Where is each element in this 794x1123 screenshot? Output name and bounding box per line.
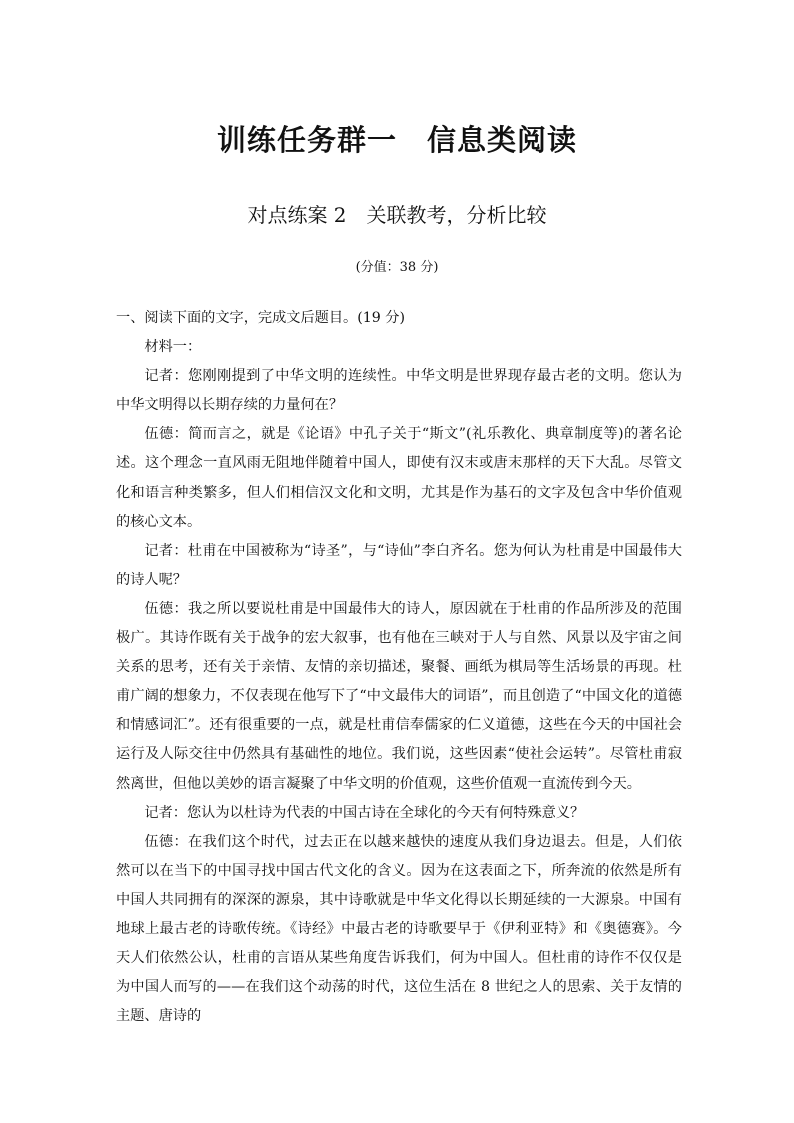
paragraph: 记者：您认为以杜诗为代表的中国古诗在全球化的今天有何特殊意义？ — [144, 804, 585, 821]
paragraph: 记者：您刚刚提到了中华文明的连续性。中华文明是世界现存最古老的文明。您认为中华文明得以长期存续的力量何在？ — [116, 368, 682, 414]
document-title: 训练任务群一 信息类阅读 — [216, 123, 577, 157]
paragraph: 伍德：简而言之，就是《论语》中孔子关于“斯文”(礼乐教化、典章制度等)的著名论述。这个理念一直风雨无阻地伴随着中国人，即使有汉末或唐末那样的天下大乱。尽管文化和语言种类繁多，但人们相信汉文化和文明，尤其是作为基石的文字及包含中华价值观的核心文本。 — [116, 426, 682, 530]
paragraph: 伍德：我之所以要说杜甫是中国最伟大的诗人，原因就在于杜甫的作品所涉及的范围极广。其诗作既有关于战争的宏大叙事，也有他在三峡对于人与自然、风景以及宇宙之间关系的思考，还有关于亲情、友情的亲切描述，聚餐、画纸为棋局等生活场景的再现。杜甫广阔的想象力，不仅表现在他写下了“中文最伟大的词语”，而且创造了“中国文化的道德和情感词汇”。还有很重要的一点，就是杜甫信奉儒家的仁义道德，这些在今天的中国社会运行及人际交往中仍然具有基础性的地位。我们说，这些因素“使社会运转”。尽管杜甫寂然离世，但他以美妙的语言凝聚了中华文明的价值观，这些价值观一直流传到今天。 — [116, 600, 682, 792]
question-heading: 一、阅读下面的文字，完成文后题目。(19 分) — [116, 310, 406, 326]
document-subtitle: 对点练案 2 关联教考，分析比较 — [247, 203, 547, 227]
score-note: (分值：38 分) — [355, 260, 439, 275]
document-body — [116, 304, 682, 1031]
material-label: 材料一： — [144, 339, 202, 356]
paragraph: 记者：杜甫在中国被称为“诗圣”，与“诗仙”李白齐名。您为何认为杜甫是中国最伟大的诗人呢？ — [116, 542, 682, 588]
paragraph: 伍德：在我们这个时代，过去正在以越来越快的速度从我们身边退去。但是，人们依然可以在当下的中国寻找中国古代文化的含义。因为在这表面之下，所奔流的依然是所有中国人共同拥有的深深的源泉，其中诗歌就是中华文化得以长期延续的一大源泉。中国有地球上最古老的诗歌传统。《诗经》中最古老的诗歌要早于《伊利亚特》和《奥德赛》。今天人们依然公认，杜甫的言语从某些角度告诉我们，何为中国人。但杜甫的诗作不仅仅是为中国人而写的——在我们这个动荡的时代，这位生活在 8 世纪之人的思索、关于友情的主题、唐诗的 — [116, 833, 682, 1025]
